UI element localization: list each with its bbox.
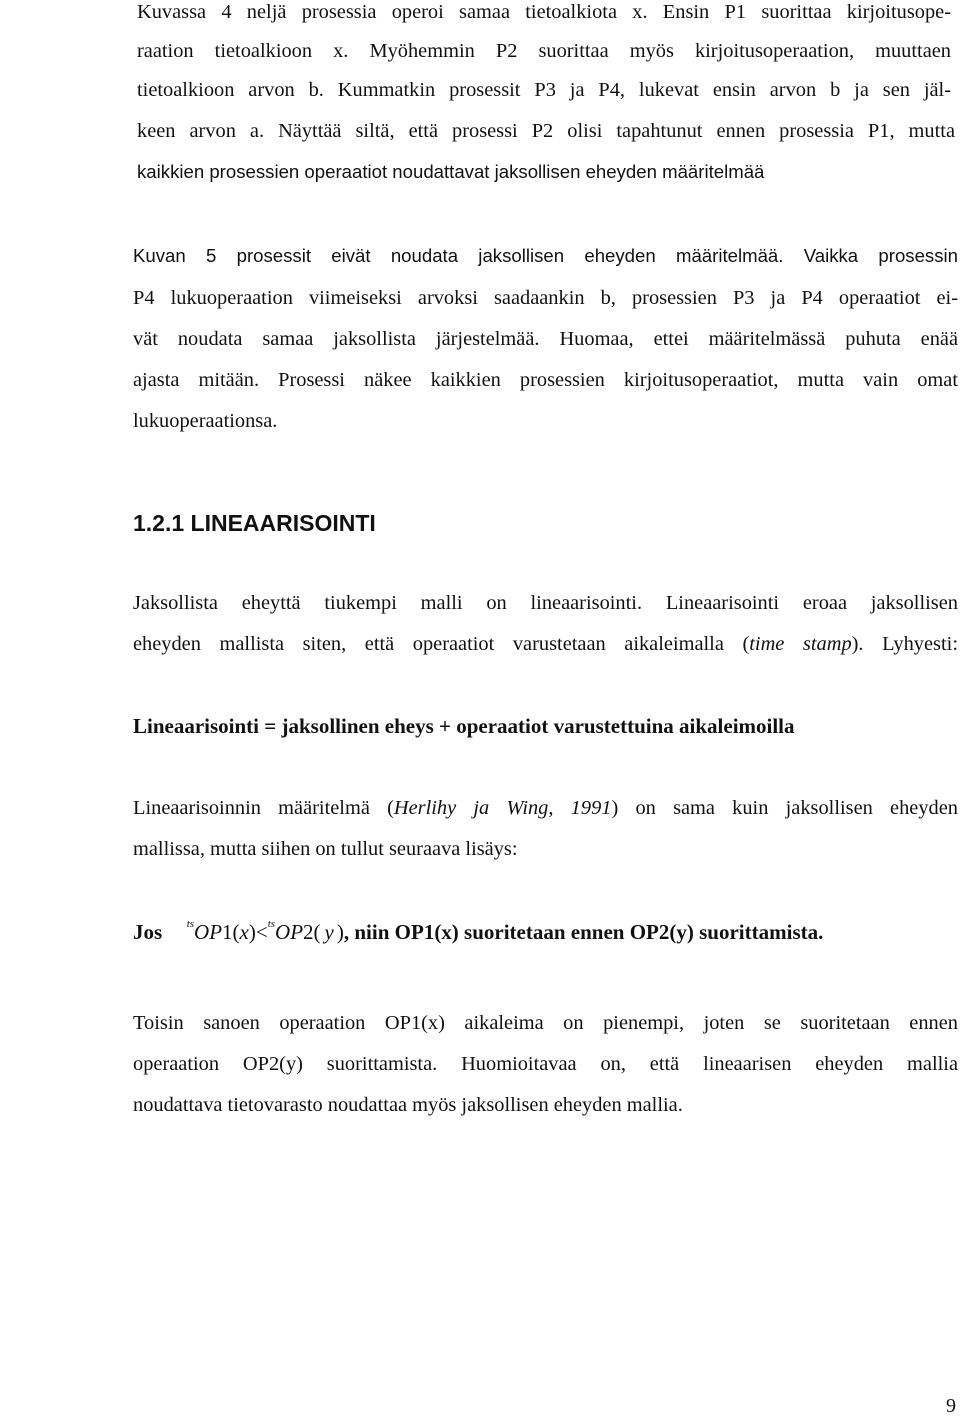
citation: Herlihy ja Wing, 1991 [393, 797, 612, 819]
formula-op2-num: 2( [303, 920, 321, 944]
paragraph-2-line-3: vät noudata samaa jaksollista järjestelmää. Huomaa, ettei määritelmässä puhuta enää [133, 328, 958, 350]
paragraph-5-line-3: noudattava tietovarasto noudattaa myös jaksollisen eheyden mallia. [133, 1094, 683, 1116]
formula-op1-close: ) [248, 920, 256, 944]
formula-op2-close: ) [336, 920, 344, 944]
paragraph-1-line-3: tietoalkioon arvon b. Kummatkin prosessit P3 ja P4, lukevat ensin arvon b ja sen jäl- [137, 79, 951, 101]
formula-prefix: Jos [133, 920, 163, 944]
paragraph-4-line-2: mallissa, mutta siihen on tullut seuraava lisäys: [133, 838, 518, 860]
formula-op2-arg: y [324, 920, 334, 944]
formula-sup-2: ts [267, 918, 276, 930]
paragraph-3-line-2 [133, 634, 958, 654]
formula-op1-arg: x [239, 920, 249, 944]
formula-suffix: , niin OP1(x) suoritetaan ennen OP2(y) suorittamista. [343, 920, 824, 944]
paragraph-1-line-5: kaikkien prosessien operaatiot noudattavat jaksollisen eheyden määritelmää [137, 161, 765, 182]
time-stamp-term: time stamp [749, 633, 852, 655]
paragraph-1-line-1: Kuvassa 4 neljä prosessia operoi samaa tietoalkiota x. Ensin P1 suorittaa kirjoitusope- [137, 1, 951, 23]
page-number: 9 [946, 1395, 956, 1417]
paragraph-3-line-2-end: ). Lyhyesti: [851, 633, 958, 655]
paragraph-3-line-2-start: eheyden mallista siten, että operaatiot varustetaan aikaleimalla ( [133, 633, 750, 655]
paragraph-4-line-1-start: Lineaarisoinnin määritelmä ( [133, 797, 394, 819]
linearization-definition: Lineaarisointi = jaksollinen eheys + operaatiot varustettuina aikaleimoilla [133, 714, 795, 738]
paragraph-4-line-1-end: ) on sama kuin jaksollisen eheyden [611, 797, 958, 819]
paragraph-4-line-1 [133, 798, 958, 818]
paragraph-2-line-2: P4 lukuoperaation viimeiseksi arvoksi saadaankin b, prosessien P3 ja P4 operaatiot ei- [133, 287, 958, 309]
formula-line [133, 918, 824, 944]
formula-op2: OP [275, 920, 304, 944]
paragraph-2-line-5: lukuoperaationsa. [133, 410, 278, 432]
paragraph-3-line-1: Jaksollista eheyttä tiukempi malli on lineaarisointi. Lineaarisointi eroaa jaksollisen [133, 592, 958, 614]
paragraph-2-line-1: Kuvan 5 prosessit eivät noudata jaksollisen eheyden määritelmää. Vaikka prosessin [133, 245, 958, 266]
formula-op1-num: 1( [222, 920, 240, 944]
paragraph-2-line-4: ajasta mitään. Prosessi näkee kaikkien prosessien kirjoitusoperaatiot, mutta vain omat [133, 369, 958, 391]
section-heading: 1.2.1 LINEAARISOINTI [133, 510, 376, 536]
paragraph-1-line-2: raation tietoalkioon x. Myöhemmin P2 suorittaa myös kirjoitusoperaation, muuttaen [137, 40, 951, 62]
formula-lt: < [255, 920, 268, 944]
formula-op1: OP [194, 920, 223, 944]
formula-sup-1: ts [186, 918, 195, 930]
paragraph-5-line-2: operaation OP2(y) suorittamista. Huomioitavaa on, että lineaarisen eheyden mallia [133, 1053, 958, 1075]
paragraph-1-line-4: keen arvon a. Näyttää siltä, että prosessi P2 olisi tapahtunut ennen prosessia P1, mutta [137, 120, 955, 142]
paragraph-5-line-1: Toisin sanoen operaation OP1(x) aikaleima on pienempi, joten se suoritetaan ennen [133, 1012, 958, 1034]
